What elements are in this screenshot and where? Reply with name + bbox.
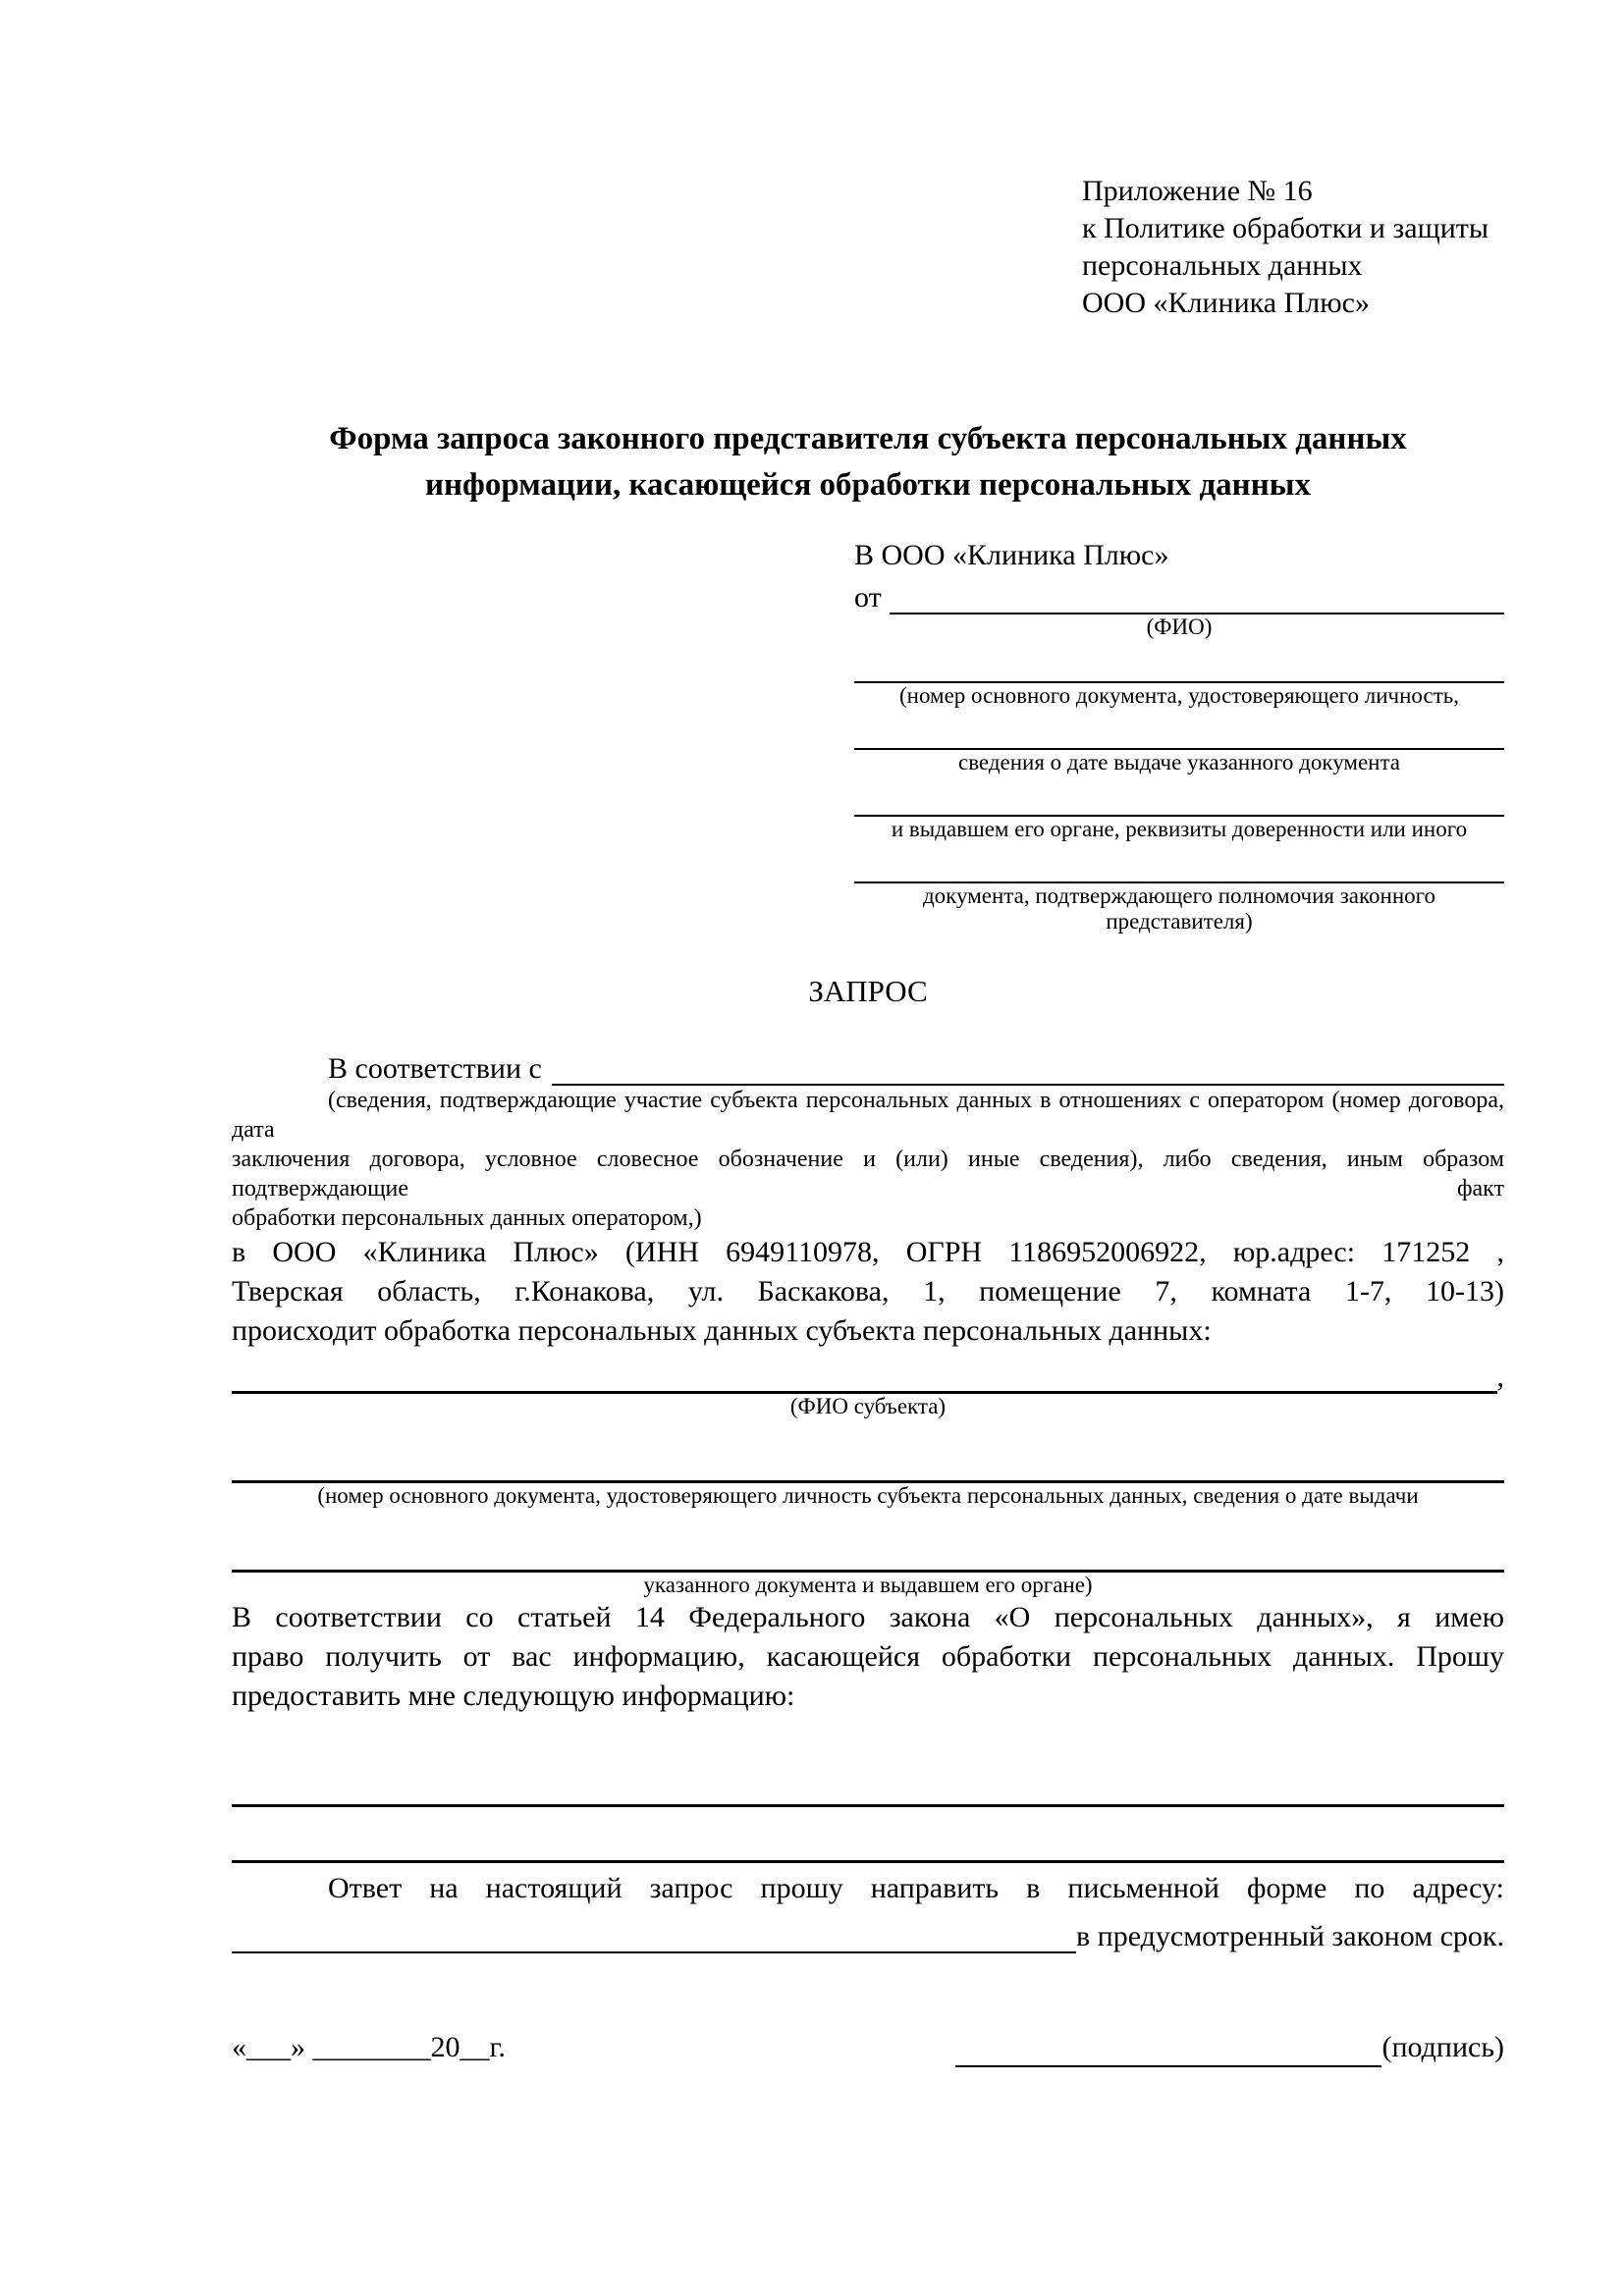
intro-label: В соответствии с — [328, 1052, 542, 1085]
appendix-line-4: ООО «Клиника Плюс» — [1082, 287, 1370, 319]
intro-caption-line-1: (сведения, подтверждающие участие субъекта персональных данных в отношениях с оператором (номер договора, дата — [232, 1088, 1504, 1143]
addressee-to: В ООО «Клиника Плюс» — [854, 539, 1169, 571]
date-line: «___» ________20__г. — [232, 2031, 506, 2063]
reply-tail-text: в предусмотренный законом срок. — [1076, 1920, 1504, 1952]
caption-fio: (ФИО) — [1146, 614, 1213, 639]
document-title — [232, 416, 1504, 508]
caption-subject-doc-2: указанного документа и выдавшем его органе) — [643, 1573, 1093, 1597]
subject-fio-row — [232, 1351, 1504, 1394]
caption-fio-subject: (ФИО субъекта) — [789, 1394, 947, 1418]
law-paragraph-line-3: предоставить мне следующую информацию: — [232, 1680, 795, 1712]
operator-paragraph-line-1: в ООО «Клиника Плюс» (ИНН 6949110978, ОГРН 1186952006922, юр.адрес: 171252 , — [232, 1236, 1504, 1268]
reply-address-blank-line — [232, 1951, 1076, 1953]
appendix-line-1: Приложение № 16 — [1082, 175, 1313, 207]
appendix-line-2: к Политике обработки и защиты — [1082, 212, 1489, 244]
law-paragraph — [232, 1598, 1504, 1716]
signature-caption: (подпись) — [1381, 2031, 1504, 2063]
from-label: от — [854, 581, 882, 614]
request-heading: ЗАПРОС — [808, 974, 928, 1008]
info-blank-line-1 — [232, 1751, 1504, 1807]
representative-doc-blank-line-2 — [854, 709, 1504, 750]
operator-paragraph — [232, 1233, 1504, 1351]
caption-subject-doc-1: (номер основного документа, удостоверяющего личность субъекта персональных данных, сведения о дате выдачи — [317, 1483, 1419, 1508]
signature-blank-line — [955, 2030, 1381, 2067]
reply-tail-row — [232, 1908, 1504, 1953]
intro-caption-line-3: обработки персональных данных оператором,) — [232, 1205, 702, 1231]
subject-comma: , — [1496, 1361, 1504, 1393]
from-row — [854, 575, 1504, 614]
reply-paragraph — [232, 1869, 1504, 1908]
law-paragraph-line-2: право получить от вас информацию, касающейся обработки персональных данных. Прошу — [232, 1640, 1504, 1673]
appendix-line-3: персональных данных — [1082, 249, 1363, 282]
operator-paragraph-line-3: происходит обработка персональных данных субъекта персональных данных: — [232, 1314, 1212, 1347]
intro-caption — [232, 1086, 1504, 1233]
reply-paragraph-line-1: Ответ на настоящий запрос прошу направить в письменной форме по адресу: — [328, 1872, 1504, 1904]
representative-doc-blank-line-4 — [854, 842, 1504, 883]
operator-paragraph-line-2: Тверская область, г.Конакова, ул. Баскакова, 1, помещение 7, комната 1-7, 10-13) — [232, 1275, 1504, 1308]
representative-doc-blank-line-1 — [854, 640, 1504, 683]
intro-caption-line-2: заключения договора, условное словесное обозначение и (или) иные сведения), либо сведения, иным образом подтверждающие факт — [232, 1147, 1504, 1201]
representative-doc-caption-3: и выдавшем его органе, реквизиты доверенности или иного — [891, 817, 1468, 841]
subject-doc-blank-line-1 — [232, 1441, 1504, 1483]
signature-group — [955, 2028, 1504, 2067]
document-title-line-1: Форма запроса законного представителя субъекта персональных данных — [329, 421, 1407, 456]
law-paragraph-line-1: В соответствии со статьей 14 Федерального закона «О персональных данных», я имею — [232, 1601, 1504, 1633]
appendix-block — [1082, 173, 1504, 322]
representative-doc-blank-line-3 — [854, 775, 1504, 817]
subject-doc-blank-line-2 — [232, 1530, 1504, 1573]
info-blank-line-2 — [232, 1807, 1504, 1863]
representative-doc-caption-1: (номер основного документа, удостоверяющего личность, — [898, 683, 1459, 708]
intro-row — [232, 1044, 1504, 1086]
document-title-line-2: информации, касающейся обработки персональных данных — [425, 467, 1311, 503]
representative-doc-caption-2: сведения о дате выдаче указанного документа — [957, 750, 1401, 774]
footer-row — [232, 2028, 1504, 2067]
representative-doc-caption-4: документа, подтверждающего полномочия законного представителя) — [922, 883, 1435, 934]
addressee-block — [854, 536, 1504, 934]
